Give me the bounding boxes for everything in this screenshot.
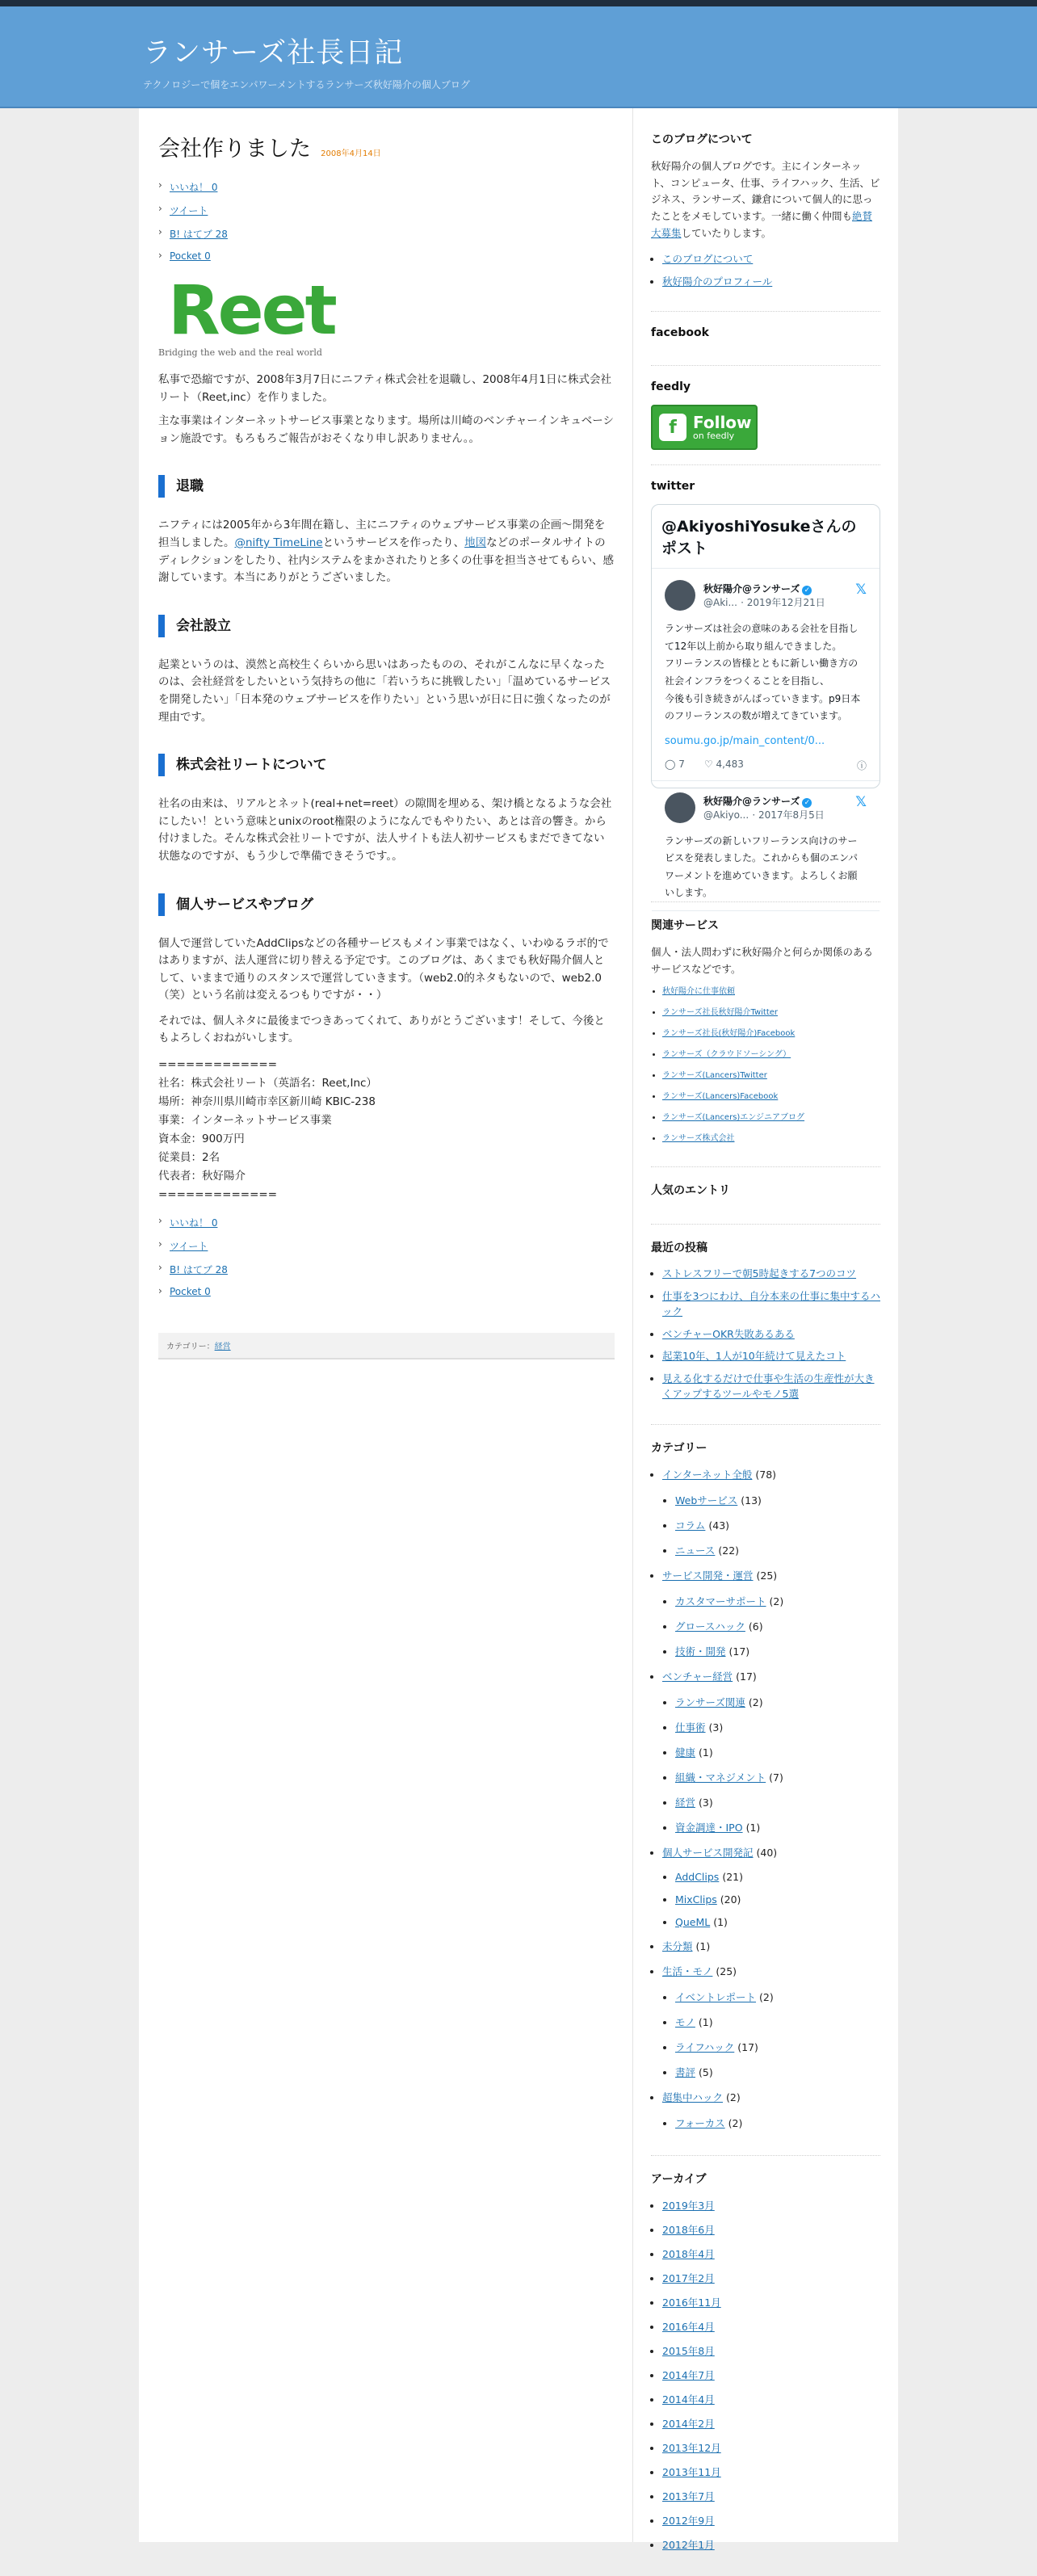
- subcategory-link[interactable]: 技術・開発: [675, 1645, 726, 1658]
- subcategory-link[interactable]: グロースハック: [675, 1620, 745, 1633]
- twitter-embed-title: @AkiyoshiYosukeさんのポスト: [652, 505, 880, 569]
- map-link[interactable]: 地図: [464, 536, 487, 549]
- intro-paragraph-2: 主な事業はインターネットサービス事業となります。場所は川崎のベンチャーインキュベーション施設です。もろもろご報告がおそくなり申し訳ありません。。: [158, 414, 615, 445]
- reet-logo-tagline: Bridging the web and the real world: [158, 347, 322, 358]
- subcategory-item: [675, 1990, 880, 2004]
- related-item: [662, 1110, 880, 1122]
- subcategory-count: (13): [741, 1494, 762, 1507]
- subcategory-item: [675, 1820, 880, 1834]
- archive-link[interactable]: 2019年3月: [662, 2199, 715, 2212]
- section-heading-about-reet: 株式会社リートについて: [158, 754, 615, 776]
- tweet-reply[interactable]: [665, 759, 685, 772]
- feedly-title: feedly: [651, 380, 691, 394]
- archive-link[interactable]: 2012年1月: [662, 2538, 715, 2551]
- tweet-author: [665, 580, 867, 611]
- pocket-button[interactable]: Pocket 0: [170, 250, 211, 262]
- feedly-follow-label: Follow: [693, 412, 752, 432]
- section-personal-body-2: それでは、個人ネタに最後までつきあってくれて、ありがとうございます！そして、今後ともよろしくおねがいします。: [158, 1014, 605, 1045]
- subcategory-list: [662, 1493, 880, 1557]
- subcategory-link[interactable]: MixClips: [675, 1893, 717, 1906]
- subcategory-count: (7): [769, 1771, 783, 1784]
- subcategory-item: [675, 2040, 880, 2054]
- share-like-bottom: [158, 1216, 615, 1229]
- tweet-link[interactable]: soumu.go.jp/main_content/0...: [665, 734, 825, 747]
- subcategory-count: (22): [718, 1544, 740, 1557]
- tweet-card[interactable]: [652, 781, 880, 911]
- hatena-button-bottom[interactable]: B! はてブ 28: [170, 1263, 228, 1275]
- related-link[interactable]: ランサーズ(Lancers)Facebook: [662, 1092, 779, 1102]
- subcategory-count: (2): [769, 1595, 784, 1607]
- tweet-handle: @Akiyo...: [703, 809, 749, 821]
- about-text-main: 秋好陽介の個人ブログです。主にインターネット、コンピュータ、仕事、ライフハック、生活、ビジネス、ランサーズ、鎌倉について個人的に思ったことをメモしています。一緒に働く仲間も: [651, 160, 880, 222]
- x-logo-icon: 𝕏: [855, 582, 867, 599]
- subcategory-link[interactable]: 資金調達・IPO: [675, 1821, 743, 1834]
- category-label: カテゴリー：: [166, 1342, 215, 1351]
- verified-icon: ✓: [802, 586, 812, 595]
- reet-logo-word: Reet: [168, 271, 335, 350]
- subcategory-count: (2): [748, 1696, 763, 1708]
- recent-item: [662, 1289, 880, 1320]
- subcategory-link[interactable]: コラム: [675, 1519, 706, 1532]
- section-heading-founding: 会社設立: [158, 615, 615, 637]
- subcategory-link[interactable]: AddClips: [675, 1870, 720, 1883]
- intro-paragraph-1: 私事で恐縮ですが、2008年3月7日にニフティ株式会社を退職し、2008年4月1日に株式会社リート（Reet,inc）を作りました。: [158, 373, 611, 404]
- subcategory-list: [662, 1695, 880, 1834]
- subcategory-link[interactable]: QueML: [675, 1915, 711, 1928]
- subcategory-link[interactable]: イベントレポート: [675, 1990, 757, 2003]
- about-link-item: [662, 251, 880, 266]
- tweet-author-info: [703, 794, 825, 822]
- subcategory-link[interactable]: 経営: [675, 1796, 696, 1809]
- category-group: [662, 1939, 880, 1953]
- category-link[interactable]: サービス開発・運営: [662, 1569, 754, 1582]
- about-links: [651, 251, 880, 288]
- category-count: (17): [736, 1670, 757, 1683]
- archive-list: [651, 2198, 880, 2552]
- archive-link[interactable]: 2013年12月: [662, 2441, 721, 2454]
- site-title[interactable]: ランサーズ社長日記: [143, 37, 404, 69]
- category-group: [662, 1964, 880, 2079]
- category-group: [662, 1669, 880, 1834]
- subcategory-item: [675, 1745, 880, 1759]
- nifty-timeline-link[interactable]: @nifty TimeLine: [234, 536, 323, 549]
- category-count: (40): [756, 1846, 778, 1859]
- widget-about: [651, 131, 880, 312]
- archive-link[interactable]: 2014年7月: [662, 2368, 715, 2381]
- subcategory-link[interactable]: ライフハック: [675, 2040, 735, 2053]
- subcategory-item: [675, 1871, 880, 1883]
- tweet-body: ランサーズの新しいフリーランス向けのサービスを発表しました。これからも個のエンパワーメントを進めていきます。よろしくお願いします。: [665, 834, 859, 899]
- main-content: [139, 108, 633, 2542]
- related-item: [662, 1026, 880, 1038]
- archive-item: [662, 2271, 880, 2285]
- pocket-button-bottom[interactable]: Pocket 0: [170, 1285, 211, 1297]
- subcategory-link[interactable]: Webサービス: [675, 1494, 738, 1507]
- subcategory-count: (43): [708, 1519, 730, 1532]
- related-link[interactable]: ランサーズ（クラウドソーシング）: [662, 1050, 791, 1060]
- related-links: [651, 984, 880, 1143]
- related-item: [662, 1005, 880, 1017]
- subcategory-count: (1): [698, 2015, 713, 2028]
- archive-item: [662, 2465, 880, 2479]
- subcategory-link[interactable]: フォーカス: [675, 2116, 725, 2129]
- about-blog-link[interactable]: このブログについて: [662, 253, 754, 266]
- subcategory-item: [675, 1644, 880, 1658]
- subcategory-link[interactable]: 組織・マネジメント: [675, 1771, 766, 1784]
- widget-archives: [651, 2170, 880, 2576]
- subcategory-count: (20): [720, 1893, 741, 1906]
- avatar: [665, 792, 695, 823]
- tweet-button-bottom[interactable]: ツイート: [170, 1240, 208, 1252]
- tweet-date: · 2017年8月5日: [752, 809, 825, 821]
- archive-item: [662, 2222, 880, 2237]
- recent-post-link[interactable]: 起業10年、1人が10年続けて見えたコト: [662, 1350, 846, 1363]
- archive-item: [662, 2198, 880, 2213]
- subcategory-link[interactable]: 健康: [675, 1746, 696, 1759]
- archive-item: [662, 2319, 880, 2334]
- retire-text-b: というサービスを作ったり、: [322, 536, 465, 549]
- subcategory-count: (2): [759, 1990, 774, 2003]
- section-about-reet-body: 社名の由来は、リアルとネット(real+net=reet）の隙間を埋める、架け橋となるような会社にしたい！という意味とunixのroot権限のようになんでもやりたい、あとは音の響き。から付けました。そんな株式会社リートですが、法人サイトも法人初サービスもまだできてない状態なのですが、もう少しで準備できそうです。。: [158, 797, 612, 863]
- subcategory-count: (6): [748, 1620, 763, 1633]
- subcategory-item: [675, 1543, 880, 1557]
- share-hatena: [158, 227, 615, 241]
- category-link[interactable]: インターネット全般: [662, 1468, 753, 1481]
- related-link[interactable]: ランサーズ(Lancers)Twitter: [662, 1071, 767, 1081]
- subcategory-list: [662, 2116, 880, 2130]
- feedly-button-text: [693, 414, 752, 441]
- subcategory-item: [675, 1770, 880, 1784]
- company-info: ============= 社名：株式会社リート（英語名：Reet,Inc） 場所：神奈川県川崎市幸区新川崎 KBIC-238 事業：インターネットサービス事業 資本金：900万円 従業員：2名 代表者：秋好陽介 =============: [158, 1058, 377, 1201]
- section-heading-retire: 退職: [158, 475, 615, 498]
- related-title: 関連サービス: [651, 919, 719, 933]
- verified-icon: ✓: [802, 798, 812, 808]
- recent-post-link[interactable]: ストレスフリーで朝5時起きする7つのコツ: [662, 1267, 857, 1280]
- category-link[interactable]: 超集中ハック: [662, 2091, 724, 2103]
- subcategory-list: [662, 1990, 880, 2079]
- related-item: [662, 984, 880, 996]
- about-text: [651, 158, 880, 242]
- share-tweet-bottom: [158, 1239, 615, 1253]
- tweet-handle: @Aki...: [703, 597, 737, 609]
- widget-related: [651, 917, 880, 1167]
- archive-link[interactable]: 2017年2月: [662, 2271, 715, 2284]
- info-icon[interactable]: ⓘ: [856, 759, 867, 771]
- related-link[interactable]: ランサーズ(Lancers)エンジニアブログ: [662, 1113, 805, 1123]
- share-pocket-bottom: [158, 1286, 615, 1297]
- subcategory-link[interactable]: カスタマーサポート: [675, 1595, 766, 1607]
- twitter-title: twitter: [651, 480, 695, 494]
- profile-link[interactable]: 秋好陽介のプロフィール: [662, 275, 773, 288]
- reet-logo: [158, 271, 615, 360]
- subcategory-count: (1): [745, 1821, 761, 1834]
- section-heading-personal: 個人サービスやブログ: [158, 893, 615, 916]
- related-link[interactable]: ランサーズ社長秋好陽介Twitter: [662, 1008, 779, 1018]
- post-title: 会社作りました: [158, 137, 311, 162]
- share-like: [158, 180, 615, 194]
- tweet-like[interactable]: [704, 759, 744, 772]
- subcategory-item: [675, 1893, 880, 1906]
- archive-link[interactable]: 2013年11月: [662, 2465, 721, 2478]
- subcategory-item: [675, 2116, 880, 2130]
- avatar: [665, 580, 695, 611]
- category-group: [662, 1467, 880, 1557]
- subcategory-item: [675, 1518, 880, 1532]
- category-count: (25): [756, 1569, 778, 1582]
- subcategory-item: [675, 1695, 880, 1709]
- archive-link[interactable]: 2018年6月: [662, 2223, 715, 2236]
- subcategory-count: (17): [728, 1645, 750, 1658]
- subcategory-count: (1): [699, 1746, 713, 1759]
- subcategory-item: [675, 2015, 880, 2029]
- section-retire-body: [158, 517, 615, 586]
- widget-categories: [651, 1439, 880, 2156]
- archive-item: [662, 2392, 880, 2406]
- archive-link[interactable]: 2015年8月: [662, 2344, 715, 2357]
- reply-count: 7: [678, 758, 685, 770]
- category-group: [662, 1845, 880, 1928]
- facebook-title: facebook: [651, 326, 709, 340]
- archive-link[interactable]: 2012年9月: [662, 2514, 715, 2527]
- archive-link[interactable]: 2018年4月: [662, 2247, 715, 2260]
- archives-title: アーカイブ: [651, 2172, 707, 2186]
- share-buttons-bottom: [158, 1216, 615, 1297]
- widget-feedly: [651, 380, 880, 465]
- tweet-button[interactable]: ツイート: [170, 205, 208, 216]
- tweet-author-name: 秋好陽介@ランサーズ: [703, 795, 800, 807]
- archive-link[interactable]: 2013年7月: [662, 2490, 715, 2502]
- feedly-follow-button[interactable]: [651, 405, 758, 450]
- tweet-body: ランサーズは社会の意味のある会社を目指して12年以上前から取り組んできました。 フリーランスの皆様とともに新しい働き方の社会インフラをつくることを目指し、 今後も引き続きがんばっていきます。p9日本のフリーランスの数が増えてきています。: [665, 623, 861, 722]
- section-founding-body: 起業というのは、漠然と高校生くらいから思いはあったものの、それがこんなに早くなったのは、会社経営をしたいという気持ちの他に「若いうちに挑戦したい」「温めているサービスを開発したい」「日本発のウェブサービスを作りたい」という思いが日に日に強くなったのが理由です。: [158, 658, 611, 724]
- subcategory-link[interactable]: モノ: [675, 2015, 695, 2028]
- site-description: テクノロジーで個をエンパワーメントするランサーズ秋好陽介の個人ブログ: [143, 79, 470, 90]
- subcategory-count: (5): [699, 2065, 713, 2078]
- feedly-icon: f: [659, 414, 686, 441]
- x-logo-icon: 𝕏: [855, 793, 867, 810]
- share-buttons-top: [158, 180, 615, 262]
- subcategory-count: (2): [728, 2116, 743, 2129]
- category-count: (25): [716, 1965, 737, 1977]
- share-tweet: [158, 204, 615, 217]
- share-pocket: [158, 250, 615, 262]
- recent-post-link[interactable]: 仕事を3つにわけ、自分本来の仕事に集中するハック: [662, 1290, 880, 1317]
- about-link-item: [662, 274, 880, 288]
- subcategory-item: [675, 1795, 880, 1809]
- about-title: このブログについて: [651, 133, 753, 146]
- archive-item: [662, 2440, 880, 2455]
- post-category-bar: [158, 1333, 615, 1359]
- recruit-link[interactable]: 絶賛大募集: [651, 209, 873, 239]
- widget-recent: [651, 1239, 880, 1424]
- post-header: [158, 131, 615, 162]
- feedly-on-label: on feedly: [693, 430, 735, 441]
- subcategory-item: [675, 1619, 880, 1633]
- category-link[interactable]: 個人サービス開発記: [662, 1846, 754, 1859]
- like-button-bottom[interactable]: いいね！ 0: [170, 1217, 218, 1229]
- hatena-button[interactable]: B! はてブ 28: [170, 229, 228, 240]
- category-link[interactable]: 生活・モノ: [662, 1965, 713, 1977]
- subcategory-count: (1): [713, 1915, 728, 1928]
- subcategory-link[interactable]: 仕事術: [675, 1721, 706, 1733]
- related-item: [662, 1047, 880, 1059]
- archive-item: [662, 2295, 880, 2309]
- related-link[interactable]: ランサーズ社長(秋好陽介)Facebook: [662, 1029, 796, 1039]
- tweet-author-name: 秋好陽介@ランサーズ: [703, 583, 800, 595]
- category-count: (78): [755, 1468, 777, 1481]
- recent-posts: [651, 1267, 880, 1401]
- subcategory-item: [675, 2065, 880, 2079]
- archive-item: [662, 2416, 880, 2431]
- recent-item: [662, 1372, 880, 1402]
- archive-item: [662, 2343, 880, 2358]
- recent-title: 最近の投稿: [651, 1242, 707, 1255]
- archive-item: [662, 2489, 880, 2503]
- site-header: [0, 6, 1037, 108]
- widget-twitter: [651, 480, 880, 902]
- category-link[interactable]: ベンチャー経営: [662, 1670, 733, 1683]
- retire-text-c: などのポータルサイトのディレクションをしたり、社内システムをまかされたりと多くの仕事を担当させてもらい、感謝しています。本当にありがとうございました。: [158, 536, 615, 585]
- tweet-author-info: [703, 582, 825, 609]
- subcategory-item: [675, 1720, 880, 1734]
- section-personal-body-1: 個人で運営していたAddClipsなどの各種サービスもメイン事業ではなく、いわゆるラボ的ではありますが、法人運営に切り替える予定です。このブログは、あくまでも秋好陽介個人として、いままで通りのスタンスで運営していきます。（web2.0的ネタもないので、web2.0（笑）という名前は変えるつもりですが・・）: [158, 936, 609, 1002]
- sidebar: [633, 108, 898, 2551]
- top-bar: [0, 0, 1037, 6]
- tweet-author: [665, 792, 867, 823]
- category-count: (1): [695, 1939, 711, 1952]
- subcategory-link[interactable]: ランサーズ関連: [675, 1696, 745, 1708]
- tweet-date: · 2019年12月21日: [741, 597, 825, 609]
- related-link[interactable]: ランサーズ株式会社: [662, 1134, 735, 1144]
- popular-title: 人気のエントリ: [651, 1184, 730, 1198]
- category-tree: [651, 1467, 880, 2130]
- archive-link[interactable]: 2014年4月: [662, 2393, 715, 2406]
- recent-item: [662, 1327, 880, 1343]
- recent-item: [662, 1267, 880, 1282]
- subcategory-list: [662, 1871, 880, 1928]
- recent-post-link[interactable]: ベンチャーOKR失敗あるある: [662, 1327, 795, 1340]
- archive-item: [662, 2368, 880, 2382]
- post-date: 2008年4月14日: [321, 149, 381, 158]
- subcategory-item: [675, 1493, 880, 1507]
- twitter-embed[interactable]: [651, 504, 880, 899]
- like-count: 4,483: [716, 758, 744, 770]
- share-hatena-bottom: [158, 1263, 615, 1276]
- like-button[interactable]: いいね！ 0: [170, 182, 218, 193]
- subcategory-item: [675, 1594, 880, 1608]
- subcategory-link[interactable]: 書評: [675, 2065, 696, 2078]
- retire-text-a: ニフティには2005年から3年間在籍し、主にニフティのウェブサービス事業の企画〜開発を担当しました。: [158, 519, 606, 549]
- related-text: 個人・法人問わずに秋好陽介と何らか関係のあるサービスなどです。: [651, 946, 874, 975]
- archive-item: [662, 2246, 880, 2261]
- heart-icon: ♡: [703, 758, 713, 770]
- archive-item: [662, 2537, 880, 2552]
- subcategory-count: (17): [737, 2040, 758, 2053]
- subcategory-count: (3): [699, 1796, 713, 1809]
- archive-link[interactable]: 2016年11月: [662, 2296, 721, 2309]
- tweet-actions: [665, 759, 867, 772]
- category-link[interactable]: 経営: [214, 1342, 231, 1351]
- related-item: [662, 1068, 880, 1080]
- subcategory-count: (21): [722, 1870, 743, 1883]
- widget-facebook: [651, 326, 880, 366]
- recent-post-link[interactable]: 見える化するだけで仕事や生活の生産性が大きくアップするツールやモノ5選: [662, 1372, 875, 1400]
- subcategory-item: [675, 1916, 880, 1928]
- page-wrapper: [139, 108, 898, 2551]
- archive-item: [662, 2513, 880, 2528]
- category-link[interactable]: 未分類: [662, 1939, 693, 1952]
- category-count: (2): [726, 2091, 741, 2103]
- related-item: [662, 1089, 880, 1101]
- tweet-card[interactable]: [652, 569, 880, 781]
- widget-popular: [651, 1182, 880, 1225]
- reply-icon: ◯: [665, 758, 676, 770]
- subcategory-list: [662, 1594, 880, 1658]
- archive-link[interactable]: 2016年4月: [662, 2320, 715, 2333]
- subcategory-link[interactable]: ニュース: [675, 1544, 716, 1557]
- archive-link[interactable]: 2014年2月: [662, 2417, 715, 2430]
- recent-item: [662, 1349, 880, 1364]
- subcategory-count: (3): [708, 1721, 724, 1733]
- category-group: [662, 1568, 880, 1658]
- category-group: [662, 2090, 880, 2130]
- categories-title: カテゴリー: [651, 1441, 707, 1455]
- about-text-end: していたりします。: [681, 226, 772, 239]
- related-link[interactable]: 秋好陽介に仕事依頼: [662, 987, 735, 997]
- related-item: [662, 1131, 880, 1143]
